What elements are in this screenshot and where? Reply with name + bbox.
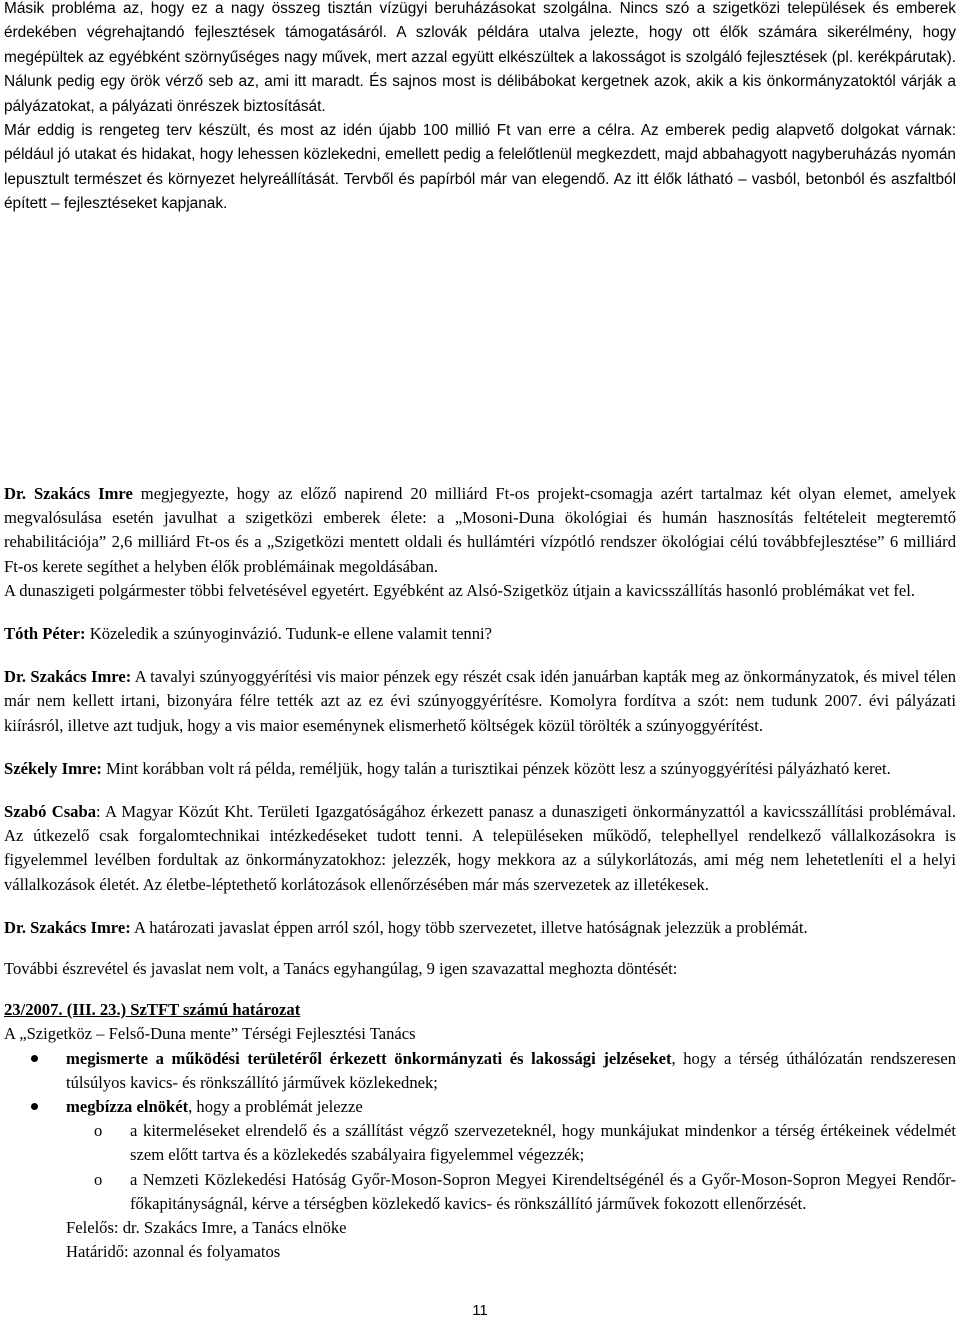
speaker-name: Székely Imre: <box>4 758 102 778</box>
resolution-subitem-1 <box>4 1119 956 1167</box>
resolution-item-1 <box>4 1047 956 1095</box>
subitem-text: a Nemzeti Közlekedési Hatóság Győr-Moson-Sopron Megyei Kirendeltségénél és a Győr-Moson-Sopron Megyei Rendőr-főkapitányságnál, kérve a térségben közlekedő kavics- és rönkszállító járművek fokozott ellenőrzését. <box>130 1169 956 1213</box>
paragraph-szekely <box>4 757 956 781</box>
item-text: , hogy a problémát jelezze <box>188 1097 363 1117</box>
resolution-title: 23/2007. (III. 23.) SzTFT számú határozat <box>4 1000 301 1020</box>
resolution-subitem-2 <box>4 1168 956 1216</box>
paragraph-plans: Már eddig is rengeteg terv készült, és most az idén újabb 100 millió Ft van erre a célra. Az emberek pedig alapvető dolgokat várnak: például jó utakat és hidakat, hogy lehessen közlekedni, emellett pedig a felelőtlenül megkezdett, majd abbahagyott nagyberuházás nyomán lepusztult természet és környezet helyreállítását. Tervből és papírból már van elegendő. Az itt élők látható – vasból, betonból és aszfaltból épített – fejlesztéseket kapjanak. <box>4 122 956 213</box>
statement-text: Mint korábban volt rá példa, reméljük, hogy talán a turisztikai pénzek között lesz a szúnyoggyérítési pályázható keret. <box>101 758 891 778</box>
paragraph-szakacs-1 <box>4 482 956 579</box>
speaker-name: Tóth Péter: <box>4 624 86 644</box>
resolution-intro: A „Szigetköz – Felső-Duna mente” Térségi Fejlesztési Tanács <box>4 1024 416 1044</box>
resolution-number <box>4 998 956 1022</box>
speaker-name: Szakács Imre: <box>30 667 132 687</box>
item-bold-text: megismerte a működési területéről érkezett önkormányzati és lakossági jelzéseket <box>66 1048 672 1068</box>
statement-text: A határozati javaslat éppen arról szól, hogy több szervezetet, illetve hatóságnak jelezzük a problémát. <box>130 917 808 937</box>
resolution-items <box>4 1047 956 1216</box>
statement-text: Közeledik a szúnyoginvázió. Tudunk-e ellene valamit tenni? <box>85 624 493 644</box>
resolution-item-2 <box>4 1095 956 1216</box>
paragraph-vote: További észrevétel és javaslat nem volt, a Tanács egyhangúlag, 9 igen szavazattal meghozta döntését: <box>4 959 678 979</box>
speaker-dr: Dr. <box>4 917 26 937</box>
speaker-dr: Dr. <box>4 484 26 503</box>
subitem-text: a kitermeléseket elrendelő és a szállítást végző szervezeteknél, hogy munkájukat mindenkor a térség értékeinek védelmét szem előtt tartva és a közlekedés szabályaira figyelemmel végezzék; <box>130 1121 956 1165</box>
statement-text: A tavalyi szúnyoggyérítési vis maior pénzek egy részét csak idén januárban kapták meg az önkormányzatok, és mivel télen már nem kellett irtani, bizonyára félre tették azt az ez évi szúnyoggyérítésre. Komolyra fordítva a szót: nem tudunk 2007. évi pályázati kiírásról, illetve azt tudjuk, hogy a vis maior eseménynek elismerhető költségek közül törölték a szúnyoggyérítést. <box>4 667 957 735</box>
paragraph-szabo <box>4 800 956 897</box>
paragraph-szakacs-1-follow: A dunaszigeti polgármester többi felvetésével egyetért. Egyébként az Alsó-Szigetköz útjain a kavicsszállítás hasonló problémákat vet fel. <box>4 580 915 600</box>
speaker-name: Szakács Imre: <box>30 917 131 937</box>
item-text: , hogy a térség úthálózatán rendszeresen túlsúlyos kavics- és rönkszállító járművek közlekednek; <box>66 1048 956 1092</box>
speaker-name: Szakács Imre <box>33 484 133 503</box>
page-number: 11 <box>472 1302 488 1319</box>
bullet-icon <box>31 1103 38 1110</box>
resolution-subitems <box>66 1119 956 1216</box>
paragraph-szakacs-2 <box>4 665 956 738</box>
deadline-line: Határidő: azonnal és folyamatos <box>66 1242 281 1262</box>
responsible-line: Felelős: dr. Szakács Imre, a Tanács elnöke <box>66 1218 347 1238</box>
paragraph-toth <box>4 622 956 646</box>
paragraph-szakacs-3 <box>4 916 956 940</box>
circle-marker-icon: o <box>94 1169 103 1189</box>
speaker-name: Szabó Csaba <box>4 802 96 822</box>
paragraph-dunasziget-complaint: Másik probléma az, hogy ez a nagy összeg tisztán vízügyi beruházásokat szolgálna. Nincs szó a szigetközi települések és emberek érdekében végrehajtandó fejlesztések támogatásáról. A szlovák példára utalva jelezte, hogy ott élők számára sikerélmény, hogy megépültek az egyébként szörnyűséges nagy művek, mert azzal együtt elkészültek a lakosságot is szolgáló fejlesztések (pl. kerékpárutak). Nálunk pedig egy örök vérző seb az, ami itt maradt. És sajnos most is délibábokat kergetnek azok, akik a kis önkormányzatoktól várják a pályázatokat, a pályázati önrészek biztosítását. <box>4 0 956 115</box>
circle-marker-icon: o <box>94 1121 103 1141</box>
statement-text: : A Magyar Közút Kht. Területi Igazgatóságához érkezett panasz a dunaszigeti önkormányzattól a kavicsszállítási problémával. Az útkezelő csak forgalomtechnikai intézkedéseket tudott tenni. A településeken működő, telephellyel rendelkező vállalkozásokra is figyelemmel levélben fordultak az önkormányzatokhoz: jelezzék, hogy mekkora az a súlykorlátozás, ami még nem lehetetleníti el a helyi vállalkozások életét. Az életbe-léptethető korlátozások ellenőrzésében már más szervezetek az illetékesek. <box>4 802 956 894</box>
speaker-dr: Dr. <box>4 667 26 687</box>
statement-text: megjegyezte, hogy az előző napirend 20 milliárd Ft-os projekt-csomagja azért tartalmaz két olyan elemet, amelyek megvalósulása esetén javulhat a szigetközi emberek élete: a „Mosoni-Duna ökológiai és humán hasznosítás feltételeit megteremtő rehabilitációja” 2,6 milliárd Ft-os és a „Szigetközi mentett oldali és hullámtéri vízpótló rendszer ökológiai célú továbbfejlesztése” 6 milliárd Ft-os kerete segíthet a helyben élők problémáinak megoldásában. <box>4 484 956 576</box>
bullet-icon <box>31 1055 38 1062</box>
opening-paragraphs <box>4 0 956 217</box>
minutes-body <box>4 482 956 1264</box>
item-bold-text: megbízza elnökét <box>66 1097 189 1117</box>
